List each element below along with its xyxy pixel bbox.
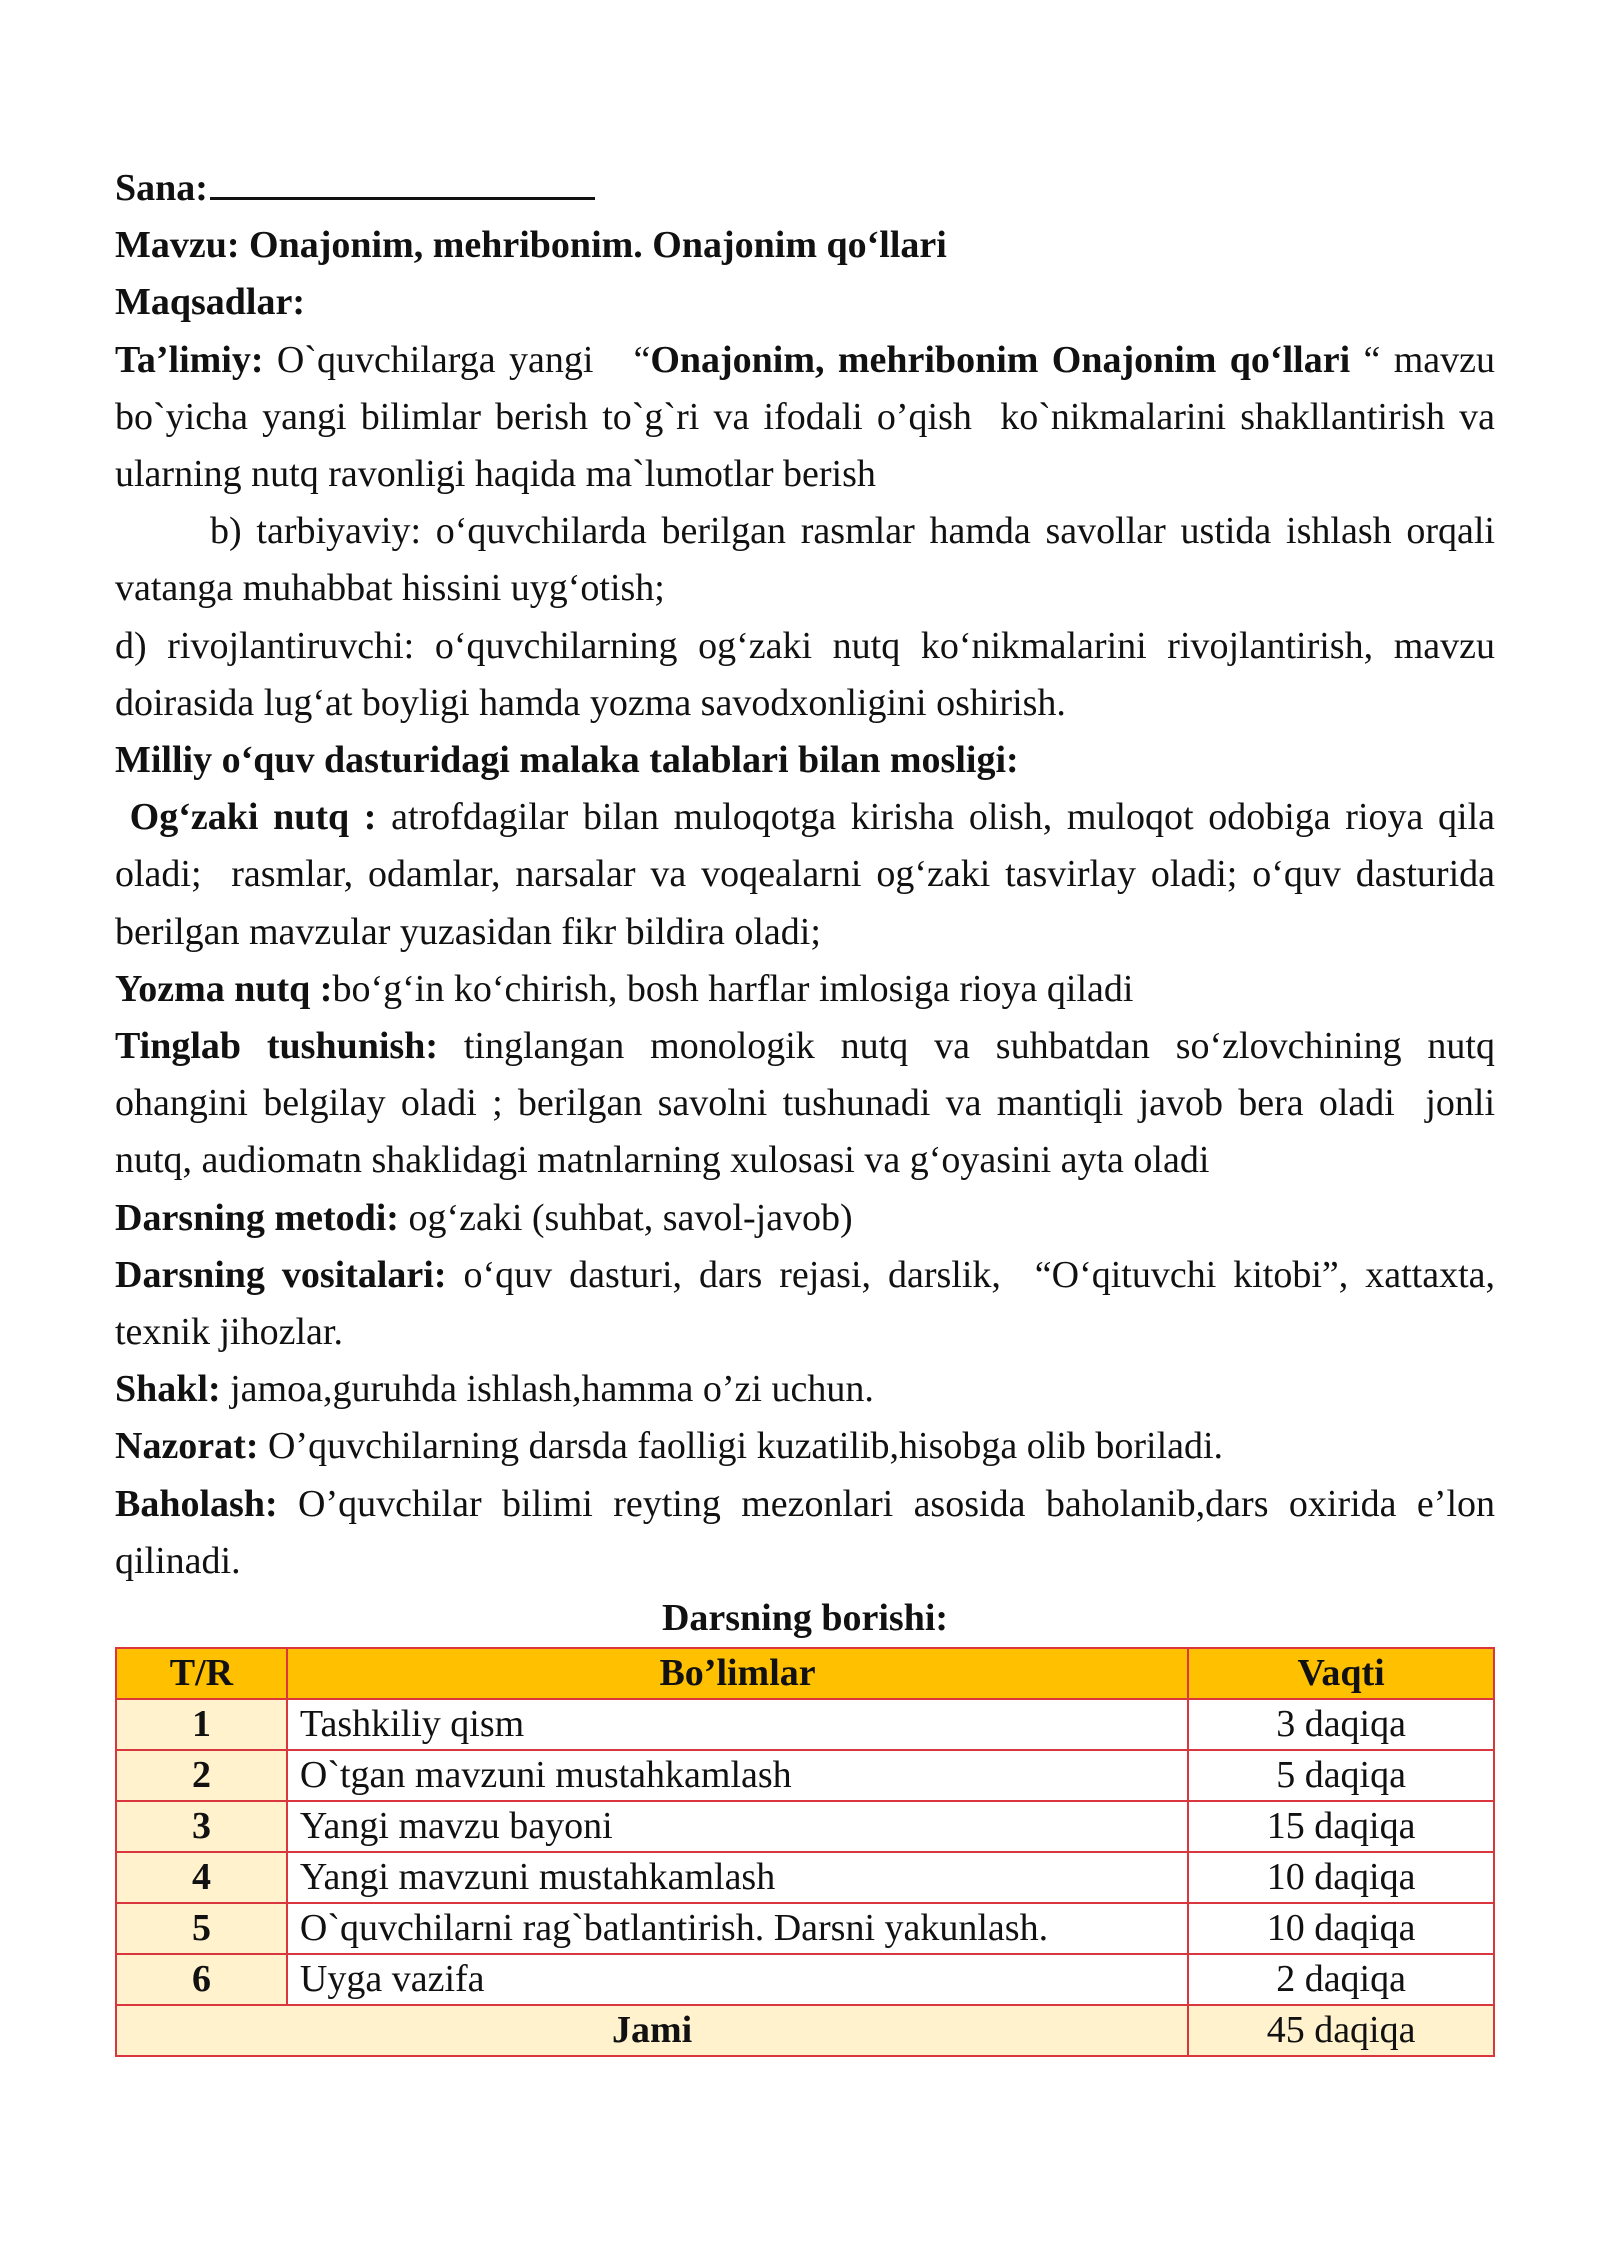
row-section: O`tgan mavzuni mustahkamlash [287,1750,1188,1801]
maqsadlar-heading-text: Maqsadlar: [115,281,305,324]
shakl-label: Shakl: [115,1368,221,1411]
talimiy-label: Ta’limiy: [115,338,264,381]
talimiy-text1: O`quvchilarga yangi “ [263,338,651,381]
lesson-plan-document [115,160,1495,2057]
row-number: 1 [116,1699,287,1750]
row-section: Tashkiliy qism [287,1699,1188,1750]
tarbiyaviy-paragraph: b) tarbiyaviy: o‘quvchilarda berilgan rasmlar hamda savollar ustida ishlash orqali vatanga muhabbat hissini uyg‘otish; [115,510,1495,610]
ogzaki-paragraph [115,789,1495,961]
total-row [116,2005,1494,2056]
lesson-plan-table [115,1647,1495,2057]
vositalari-text: o‘quv dasturi, dars rejasi, darslik, “O‘qituvchi kitobi”, xattaxta, texnik jihozlar. [115,1253,1495,1354]
row-time: 15 daqiqa [1188,1801,1494,1852]
row-time: 3 daqiqa [1188,1699,1494,1750]
yozma-text: bo‘g‘in ko‘chirish, bosh harflar imlosiga rioya qiladi [332,967,1134,1010]
row-time: 2 daqiqa [1188,1954,1494,2005]
tinglab-text: tinglangan monologik nutq va suhbatdan so‘zlovchining nutq ohangini belgilay oladi ; berilgan savolni tushunadi va mantiqli javob bera oladi jonli nutq, audiomatn shaklidagi matnlarning xulosasi va g‘oyasini ayta oladi [115,1025,1495,1182]
header-bolimlar: Bo’limlar [287,1648,1188,1699]
total-time: 45 daqiqa [1188,2005,1494,2056]
mavzu-line [115,217,1495,274]
row-time: 10 daqiqa [1188,1903,1494,1954]
metodi-label: Darsning metodi: [115,1196,399,1239]
yozma-label: Yozma nutq : [115,967,333,1010]
vositalari-paragraph [115,1247,1495,1361]
table-header-row [116,1648,1494,1699]
talimiy-paragraph [115,332,1495,504]
row-section: Yangi mavzuni mustahkamlash [287,1852,1188,1903]
ogzaki-text: atrofdagilar bilan muloqotga kirisha olish, muloqot odobiga rioya qila oladi; rasmlar, odamlar, narsalar va voqealarni og‘zaki tasvirlay oladi; o‘quv dasturida berilgan mavzular yuzasidan fikr bildira oladi; [115,796,1495,953]
header-tr: T/R [116,1648,287,1699]
row-number: 3 [116,1801,287,1852]
table-row [116,1903,1494,1954]
table-row [116,1852,1494,1903]
talimiy-topic: Onajonim, mehribonim Onajonim qo‘llari [650,338,1351,381]
row-time: 5 daqiqa [1188,1750,1494,1801]
milliy-heading-text: Milliy o‘quv dasturidagi malaka talablari bilan mosligi: [115,739,1019,782]
nazorat-text: O’quvchilarning darsda faolligi kuzatilib,hisobga olib boriladi. [258,1425,1224,1468]
header-vaqti: Vaqti [1188,1648,1494,1699]
tinglab-paragraph [115,1018,1495,1190]
talimiy-text2: “ mavzu bo`yicha yangi bilimlar berish to`g`ri va ifodali o’qish ko`nikmalarini shakllantirish va ularning nutq ravonligi haqida ma`lumotlar berish [115,338,1495,496]
baholash-text: O’quvchilar bilimi reyting mezonlari asosida baholanib,dars oxirida e’lon qilinadi. [115,1482,1495,1582]
row-number: 6 [116,1954,287,2005]
shakl-paragraph [115,1361,1495,1418]
rivojlantiruvchi-paragraph: d) rivojlantiruvchi: o‘quvchilarning og‘zaki nutq ko‘nikmalarini rivojlantirish, mavzu doirasida lug‘at boyligi hamda yozma savodxonligini oshirish. [115,624,1495,724]
mavzu-text: Onajonim, mehribonim. Onajonim qo‘llari [249,224,947,267]
ogzaki-label: Og‘zaki nutq : [129,796,377,839]
row-section: O`quvchilarni rag`batlantirish. Darsni yakunlash. [287,1903,1188,1954]
borishi-title [115,1590,1495,1647]
table-row [116,1750,1494,1801]
borishi-title-text: Darsning borishi: [661,1597,949,1640]
row-section: Uyga vazifa [287,1954,1188,2005]
row-number: 2 [116,1750,287,1801]
date-blank[interactable] [210,161,595,200]
row-number: 4 [116,1852,287,1903]
table-row [116,1699,1494,1750]
row-number: 5 [116,1903,287,1954]
row-time: 10 daqiqa [1188,1852,1494,1903]
metodi-paragraph [115,1190,1495,1247]
sana-line [115,160,1495,217]
row-section: Yangi mavzu bayoni [287,1801,1188,1852]
table-row [116,1801,1494,1852]
vositalari-label: Darsning vositalari: [115,1253,447,1296]
yozma-paragraph [115,961,1495,1018]
shakl-text: jamoa,guruhda ishlash,hamma o’zi uchun. [220,1368,874,1411]
maqsadlar-heading [115,274,1495,331]
baholash-label: Baholash: [115,1482,278,1525]
tinglab-label: Tinglab tushunish: [115,1025,439,1068]
baholash-paragraph [115,1476,1495,1590]
sana-label: Sana: [115,167,208,209]
milliy-heading [115,732,1495,789]
metodi-text: og‘zaki (suhbat, savol-javob) [398,1196,853,1239]
table-row [116,1954,1494,2005]
mavzu-label: Mavzu: [115,224,240,267]
nazorat-paragraph [115,1418,1495,1475]
nazorat-label: Nazorat: [115,1425,259,1468]
total-label: Jami [116,2005,1188,2056]
